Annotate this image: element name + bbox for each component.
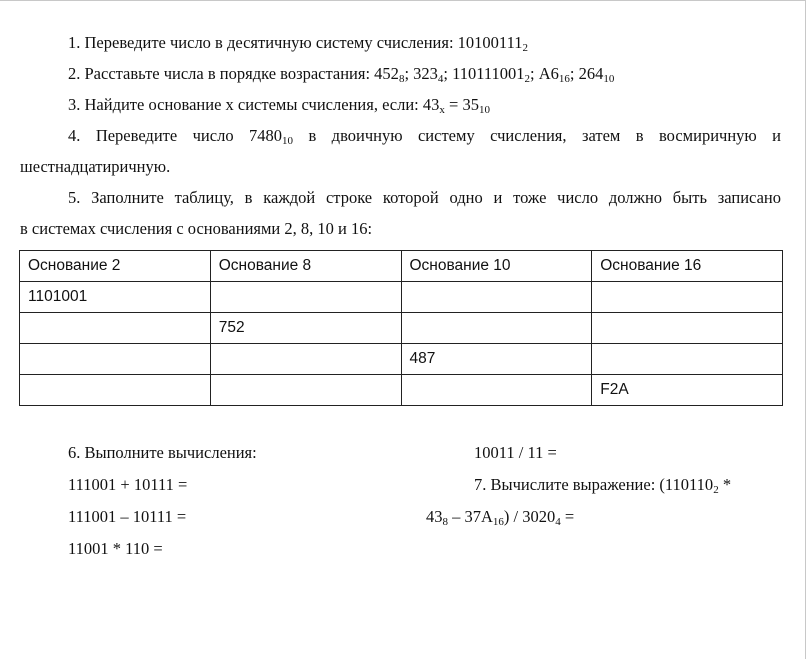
task-6-title: 6. Выполните вычисления: <box>68 443 257 462</box>
task-7-line-2: $43_8 - 37A_{16}) / 3020_4$ = <box>426 507 575 528</box>
task-5-line-2: в системах счисления с основаниями 2, 8, 10 и 16: <box>20 219 373 238</box>
table-header-row <box>20 251 783 282</box>
task-7-line-1: 7. Вычислите выражение: ($110110_2$ * <box>474 475 732 496</box>
expression-multiply: 11001 * 110 = <box>68 539 163 558</box>
task-3: 3. Найдите основание x системы счисления, если: $43_x = 35_{10}$ <box>68 95 490 116</box>
task-2: 2. Расставьте числа в порядке возрастания: $452_8$; $323_4$; $110111001_2$; $А6_{16}$; $264_{10}$ <box>68 64 615 85</box>
task-4-line-1: 4. Переведите число $7480_{10}$ в двоичную систему счисления, затем в восмиричную и <box>68 126 781 147</box>
expression-divide: 10011 / 11 = <box>474 443 557 462</box>
header-base-8: Основание 8 <box>210 251 401 282</box>
table-cell <box>210 282 401 313</box>
table-row <box>20 375 783 406</box>
task-4-line-2: шестнадцатиричную. <box>20 157 171 176</box>
table-cell: 1101001 <box>20 282 211 313</box>
table-row <box>20 282 783 313</box>
expression-subtract: 111001 – 10111 = <box>68 507 187 526</box>
table-cell <box>401 282 592 313</box>
table-cell <box>210 375 401 406</box>
header-base-2: Основание 2 <box>20 251 211 282</box>
table-cell <box>592 344 783 375</box>
table-cell <box>401 375 592 406</box>
header-base-16: Основание 16 <box>592 251 783 282</box>
table-cell <box>592 282 783 313</box>
base-conversion-table <box>19 250 783 406</box>
table-cell: 752 <box>210 313 401 344</box>
table-cell: 487 <box>401 344 592 375</box>
header-base-10: Основание 10 <box>401 251 592 282</box>
table-cell <box>592 313 783 344</box>
task-5-line-1: 5. Заполните таблицу, в каждой строке которой одно и тоже число должно быть записано <box>68 188 781 207</box>
table-cell <box>20 344 211 375</box>
expression-add: 111001 + 10111 = <box>68 475 188 494</box>
table-cell <box>20 375 211 406</box>
table-cell: F2A <box>592 375 783 406</box>
table-row <box>20 313 783 344</box>
table-cell <box>20 313 211 344</box>
table-cell <box>210 344 401 375</box>
table-cell <box>401 313 592 344</box>
table-row <box>20 344 783 375</box>
task-1: 1. Переведите число в десятичную систему счисления: $10100111_2$ <box>68 33 528 54</box>
